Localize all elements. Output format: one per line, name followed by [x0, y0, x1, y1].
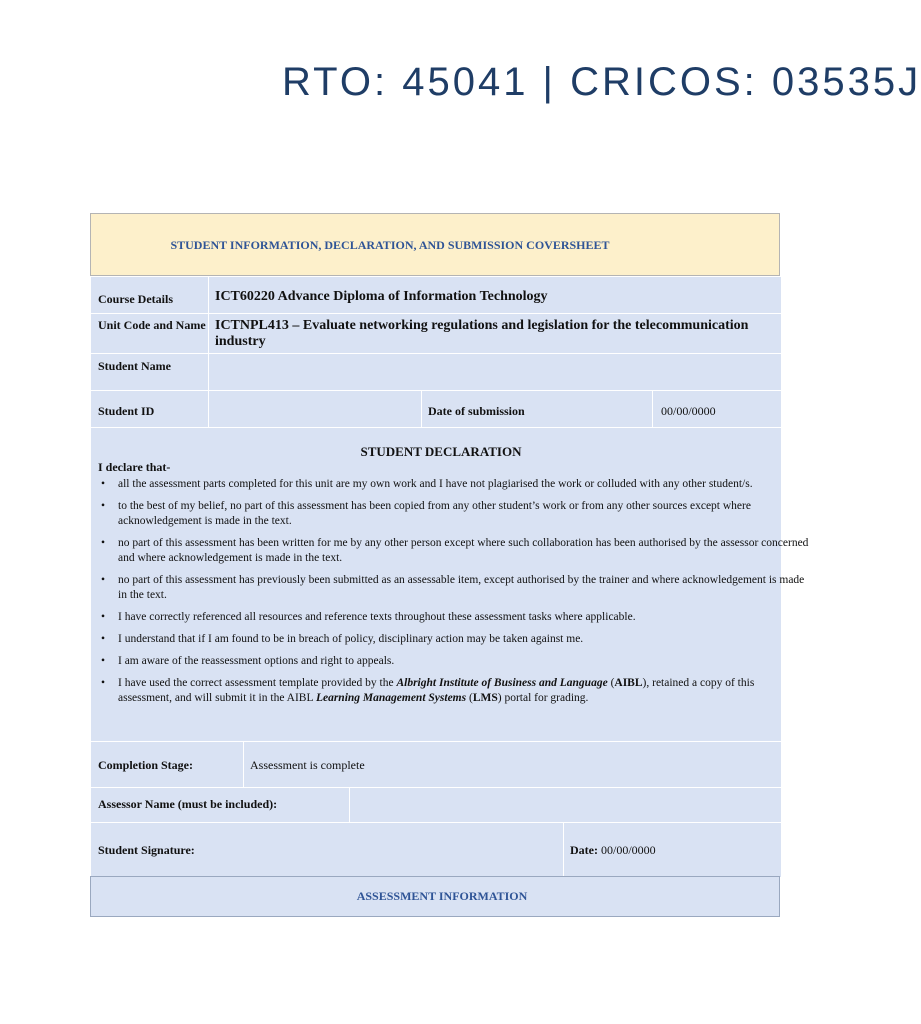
- bullet-icon: •: [101, 478, 106, 490]
- declaration-item: [91, 676, 811, 706]
- student-name-label: Student Name: [98, 359, 172, 373]
- institute-name: Albright Institute of Business and Language: [396, 677, 608, 689]
- course-details-row: [90, 276, 781, 314]
- header-banner: [0, 0, 921, 104]
- signature-date-value[interactable]: 00/00/0000: [600, 843, 656, 857]
- rto-cricos-header: RTO: 45041 | CRICOS: 03535J: [282, 60, 921, 104]
- bullet-icon: •: [101, 500, 106, 512]
- declaration-item-text-b: (: [607, 677, 615, 689]
- declaration-item: [91, 632, 811, 647]
- date-submission-label: Date of submission: [421, 391, 652, 428]
- bullet-icon: •: [101, 633, 106, 645]
- declaration-item: [91, 573, 811, 603]
- student-id-field[interactable]: [208, 391, 421, 428]
- unit-label: Unit Code and Name: [98, 318, 206, 332]
- declaration-item-text: I have correctly referenced all resources and reference texts throughout these assessment tasks where applicable.: [118, 611, 636, 623]
- bullet-icon: •: [101, 655, 106, 667]
- declaration-item: [91, 477, 811, 492]
- declaration-list: [91, 477, 811, 713]
- declaration-item-text: all the assessment parts completed for this unit are my own work and I have not plagiarised the work or colluded with any other student/s.: [118, 478, 753, 490]
- completion-stage-value[interactable]: Assessment is complete: [243, 742, 781, 788]
- declaration-item: [91, 654, 811, 669]
- student-id-row: [90, 390, 781, 428]
- student-id-label: Student ID: [98, 404, 155, 418]
- signature-date-cell: [563, 823, 781, 877]
- unit-row: [90, 313, 781, 354]
- bullet-icon: •: [101, 677, 106, 689]
- declaration-item-text: I am aware of the reassessment options and right to appeals.: [118, 655, 395, 667]
- declaration-item-text: no part of this assessment has previously been submitted as an assessable item, except authorised by the trainer and where acknowledgement is made in the text.: [118, 574, 805, 601]
- declaration-title: STUDENT DECLARATION: [360, 444, 522, 459]
- course-details-label: Course Details: [98, 292, 173, 306]
- declaration-item: [91, 610, 811, 625]
- bullet-icon: •: [101, 611, 106, 623]
- declaration-item-text: no part of this assessment has been written for me by any other person except where such collaboration has been authorised by the assessor concerned and where acknowledgement is made in the text.: [118, 537, 809, 564]
- declaration-item: [91, 499, 811, 529]
- bullet-icon: •: [101, 574, 106, 586]
- date-submission-value[interactable]: 00/00/0000: [652, 391, 781, 428]
- declaration-item-text-d: (: [466, 692, 473, 704]
- declaration-item-text: to the best of my belief, no part of this assessment has been copied from any other student’s work or from any other sources except where acknowledgement is made in the text.: [118, 500, 751, 527]
- assessment-info-title: ASSESSMENT INFORMATION: [356, 889, 528, 903]
- signature-row: [90, 822, 781, 877]
- assessor-name-label: Assessor Name (must be included):: [98, 797, 278, 811]
- completion-stage-row: [90, 741, 781, 788]
- declaration-item-text: I understand that if I am found to be in breach of policy, disciplinary action may be taken against me.: [118, 633, 584, 645]
- assessment-info-row: [90, 876, 780, 917]
- assessor-name-field[interactable]: [349, 788, 781, 823]
- coversheet-title: STUDENT INFORMATION, DECLARATION, AND SUBMISSION COVERSHEET: [170, 238, 610, 252]
- unit-value: ICTNPL413 – Evaluate networking regulations and legislation for the telecommunication industry: [208, 314, 788, 354]
- lms-name: Learning Management Systems: [315, 692, 467, 704]
- declaration-item: [91, 536, 811, 566]
- bullet-icon: •: [101, 537, 106, 549]
- student-name-row: [90, 353, 781, 391]
- assessor-row: [90, 787, 781, 823]
- declaration-intro: I declare that-: [98, 460, 171, 474]
- lms-abbr: LMS: [472, 692, 498, 704]
- declaration-item-text-e: ) portal for grading.: [497, 692, 589, 704]
- course-details-value: ICT60220 Advance Diploma of Information Technology: [208, 277, 781, 314]
- signature-date-label: Date:: [570, 843, 598, 857]
- coversheet-title-row: [90, 213, 780, 276]
- student-declaration-section: [90, 427, 809, 742]
- aibl-abbr: AIBL: [614, 677, 643, 689]
- declaration-item-text-c: ), retained a copy of this assessment, and will submit it in the AIBL: [118, 677, 755, 704]
- declaration-item-text-a: I have used the correct assessment template provided by the: [118, 677, 397, 689]
- completion-stage-label: Completion Stage:: [98, 758, 193, 772]
- student-name-field[interactable]: [208, 354, 781, 391]
- student-signature-label: Student Signature:: [98, 843, 195, 857]
